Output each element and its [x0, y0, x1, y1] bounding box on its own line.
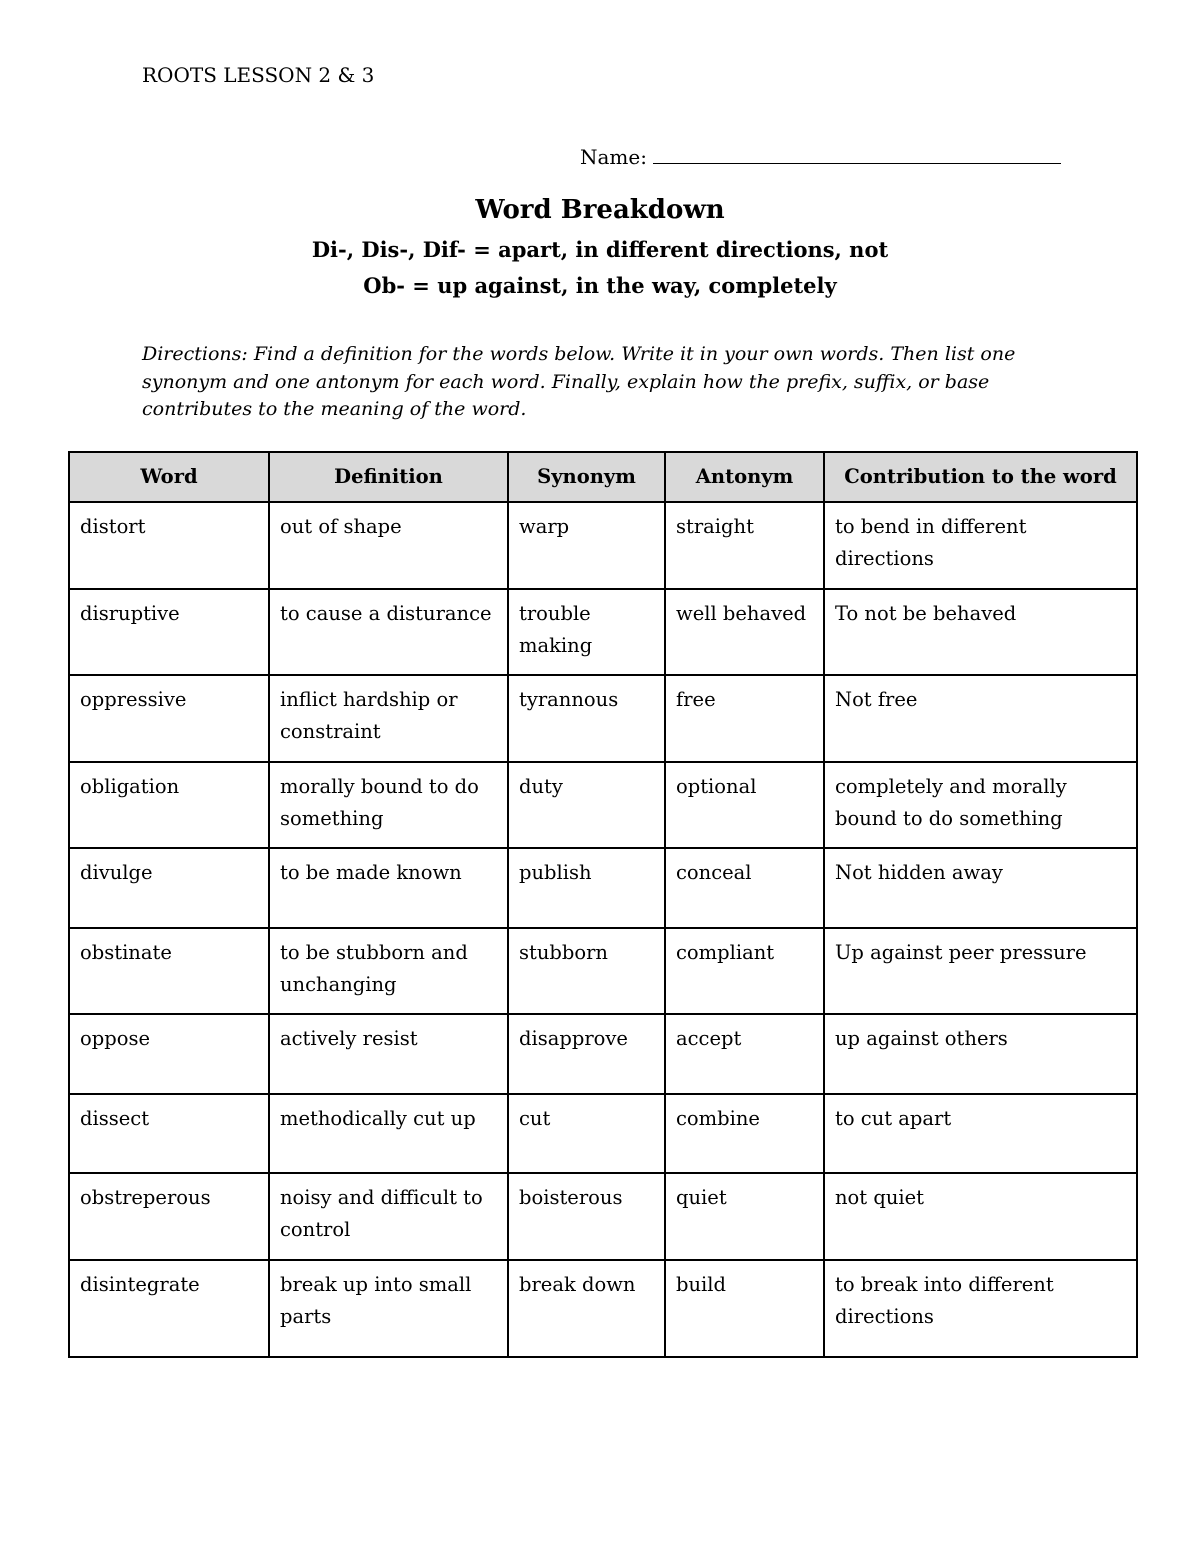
- word-breakdown-table: [68, 451, 1138, 1358]
- table-row: [69, 1260, 1137, 1357]
- cell-antonym: quiet: [665, 1173, 824, 1260]
- cell-definition: inflict hardship or constraint: [269, 675, 508, 762]
- cell-word: obstinate: [69, 928, 269, 1014]
- cell-word: oppressive: [69, 675, 269, 762]
- header-synonym: Synonym: [508, 452, 665, 502]
- cell-contribution: Up against peer pressure: [824, 928, 1137, 1014]
- cell-word: disintegrate: [69, 1260, 269, 1357]
- cell-synonym: warp: [508, 502, 665, 589]
- cell-synonym: break down: [508, 1260, 665, 1357]
- cell-definition: out of shape: [269, 502, 508, 589]
- cell-definition: morally bound to do something: [269, 762, 508, 848]
- directions-text: Directions: Find a definition for the words below. Write it in your own words. Then list one synonym and one antonym for each word. Finally, explain how the prefix, suffix, or base contributes to the meaning of the word.: [142, 343, 1016, 420]
- page-title: Word Breakdown: [475, 195, 725, 225]
- lesson-label: ROOTS LESSON 2 & 3: [142, 63, 375, 87]
- cell-word: dissect: [69, 1094, 269, 1173]
- table-row: [69, 675, 1137, 762]
- cell-synonym: disapprove: [508, 1014, 665, 1094]
- cell-contribution: up against others: [824, 1014, 1137, 1094]
- cell-contribution: to bend in different directions: [824, 502, 1137, 589]
- cell-definition: break up into small parts: [269, 1260, 508, 1357]
- header-antonym: Antonym: [665, 452, 824, 502]
- name-blank-line: [653, 143, 1061, 164]
- cell-antonym: straight: [665, 502, 824, 589]
- cell-antonym: combine: [665, 1094, 824, 1173]
- cell-word: oppose: [69, 1014, 269, 1094]
- cell-antonym: accept: [665, 1014, 824, 1094]
- cell-contribution: Not hidden away: [824, 848, 1137, 928]
- table-row: [69, 848, 1137, 928]
- table-row: [69, 502, 1137, 589]
- table-row: [69, 589, 1137, 675]
- cell-contribution: to break into different directions: [824, 1260, 1137, 1357]
- cell-contribution: to cut apart: [824, 1094, 1137, 1173]
- table-row: [69, 1173, 1137, 1260]
- table-row: [69, 928, 1137, 1014]
- cell-antonym: compliant: [665, 928, 824, 1014]
- prefix-ob-definition: Ob- = up against, in the way, completely: [363, 273, 837, 298]
- cell-synonym: tyrannous: [508, 675, 665, 762]
- cell-contribution: not quiet: [824, 1173, 1137, 1260]
- header-definition: Definition: [269, 452, 508, 502]
- cell-word: obstreperous: [69, 1173, 269, 1260]
- cell-word: obligation: [69, 762, 269, 848]
- cell-definition: noisy and difficult to control: [269, 1173, 508, 1260]
- cell-definition: to cause a disturance: [269, 589, 508, 675]
- cell-word: disruptive: [69, 589, 269, 675]
- table-header-row: [69, 452, 1137, 502]
- name-label: Name:: [580, 145, 647, 169]
- cell-synonym: boisterous: [508, 1173, 665, 1260]
- cell-definition: to be stubborn and unchanging: [269, 928, 508, 1014]
- prefix-di-dis-dif-definition: Di-, Dis-, Dif- = apart, in different directions, not: [311, 237, 889, 262]
- cell-word: distort: [69, 502, 269, 589]
- header-word: Word: [69, 452, 269, 502]
- cell-definition: actively resist: [269, 1014, 508, 1094]
- cell-synonym: duty: [508, 762, 665, 848]
- cell-synonym: publish: [508, 848, 665, 928]
- header-contribution: Contribution to the word: [824, 452, 1137, 502]
- table-row: [69, 762, 1137, 848]
- cell-contribution: completely and morally bound to do something: [824, 762, 1137, 848]
- table-row: [69, 1094, 1137, 1173]
- cell-contribution: To not be behaved: [824, 589, 1137, 675]
- cell-synonym: stubborn: [508, 928, 665, 1014]
- cell-word: divulge: [69, 848, 269, 928]
- cell-antonym: build: [665, 1260, 824, 1357]
- cell-synonym: cut: [508, 1094, 665, 1173]
- table-row: [69, 1014, 1137, 1094]
- cell-antonym: free: [665, 675, 824, 762]
- cell-definition: to be made known: [269, 848, 508, 928]
- cell-contribution: Not free: [824, 675, 1137, 762]
- cell-synonym: trouble making: [508, 589, 665, 675]
- cell-antonym: conceal: [665, 848, 824, 928]
- cell-definition: methodically cut up: [269, 1094, 508, 1173]
- cell-antonym: well behaved: [665, 589, 824, 675]
- cell-antonym: optional: [665, 762, 824, 848]
- name-field-row: [580, 143, 1061, 170]
